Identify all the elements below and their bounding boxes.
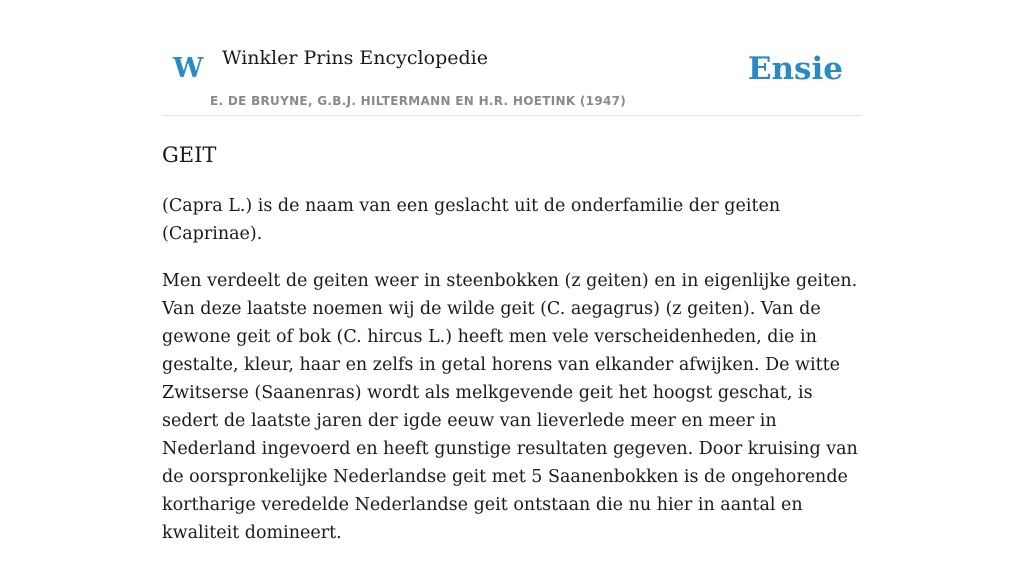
article-card [162,0,862,543]
source-authors: E. DE BRUYNE, G.B.J. HILTERMANN EN H.R. HOETINK (1947) [210,94,627,108]
article-paragraph: Men verdeelt de geiten weer in steenbokken (z geiten) en in eigenlijke geiten. Van deze laatste noemen wij de wilde geit (C. aegagrus) (z geiten). Van de gewone geit of bok (C. hircus L.) heeft men vele verscheidenheden, die in gestalte, kleur, haar en zelfs in getal horens van elkander afwijken. De witte Zwitserse (Saanenras) wordt als melkgevende geit het hoogst geschat, is sedert de laatste jaren der igde eeuw van lieverlede meer en meer in Nederland ingevoerd en heeft gunstige resultaten gegeven. Door kruising van de oorspronkelijke Nederlandse geit met 5 Saanenbokken is de ongehorende kortharige veredelde Nederlandse geit ontstaan die nu hier in aantal en kwaliteit domineert. [162,271,858,543]
source-header [162,0,862,116]
ensie-brand-logo[interactable]: Ensie [747,51,843,87]
article-paragraph: (Capra L.) is de naam van een geslacht uit de onderfamilie der geiten (Caprinae). [162,196,781,244]
article-headword: GEIT [162,143,217,167]
article-body [162,192,862,566]
winkler-prins-logo[interactable]: W [173,53,204,84]
source-title[interactable]: Winkler Prins Encyclopedie [222,47,488,69]
